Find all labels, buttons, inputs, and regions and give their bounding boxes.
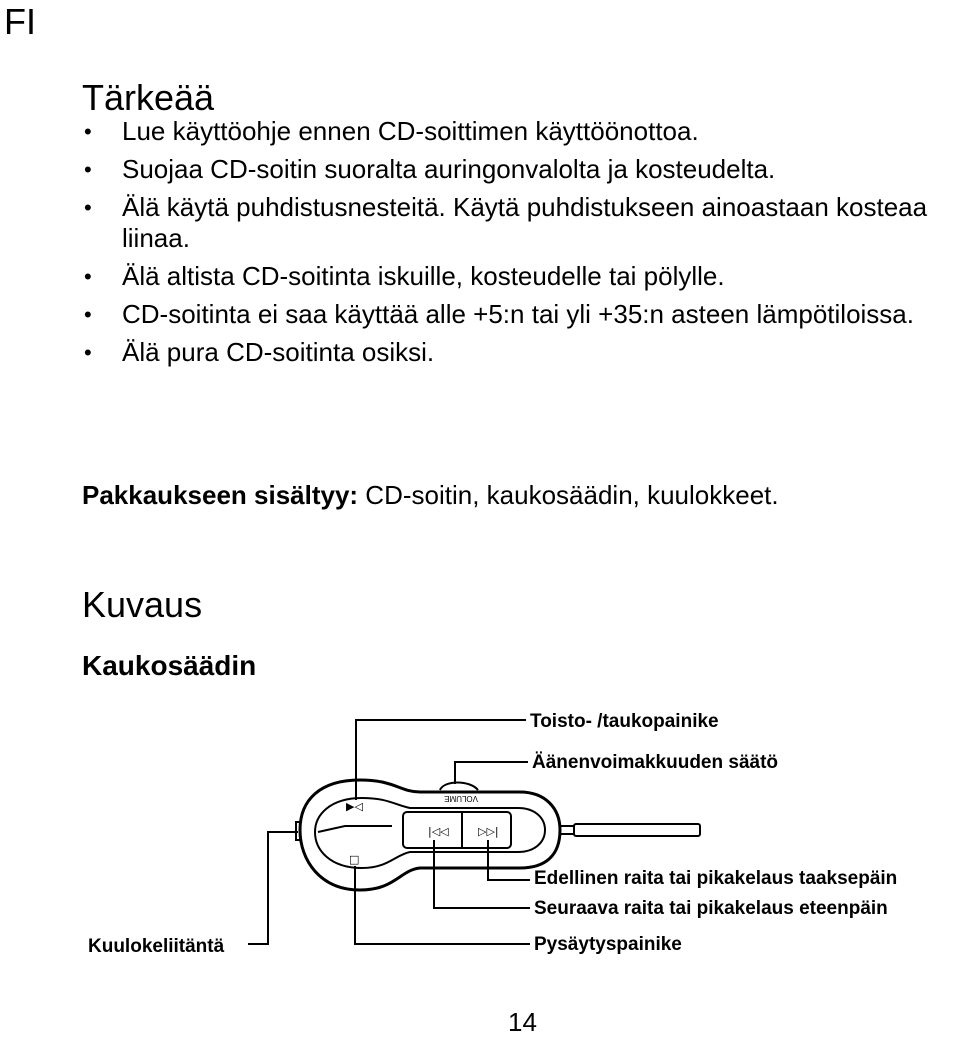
cable-strain (560, 826, 574, 834)
volume-wheel (440, 783, 478, 791)
volume-leader (455, 762, 528, 784)
list-item: • Suojaa CD-soitin suoralta auringonvalolta ja kosteudelta. (84, 154, 776, 184)
callout-volume: Äänenvoimakkuuden säätö (532, 752, 779, 773)
callout-next: Seuraava raita tai pikakelaus eteenpäin (534, 898, 888, 919)
list-item: • Älä käytä puhdistusnesteitä. Käytä puhdistukseen ainoastaan kosteaa liinaa. (84, 192, 928, 253)
page-number: 14 (508, 1007, 537, 1037)
package-label: Pakkaukseen sisältyy: (82, 480, 359, 510)
volume-label: VOLUME (444, 794, 478, 803)
cable (574, 824, 700, 836)
next-icon: ▷▷| (478, 825, 499, 838)
bullet-icon: • (84, 340, 92, 365)
stop-icon: □ (349, 853, 360, 866)
previous-icon: |◁◁ (428, 825, 449, 838)
bullet-icon: • (84, 157, 92, 182)
headphone-leader (248, 832, 298, 944)
callout-stop: Pysäytyspainike (534, 934, 682, 955)
next-leader (434, 840, 530, 908)
previous-leader (488, 840, 530, 880)
list-item: • Älä altista CD-soitinta iskuille, kosteudelle tai pölylle. (84, 261, 725, 291)
list-item: • CD-soitinta ei saa käyttää alle +5:n tai yli +35:n asteen lämpötiloissa. (84, 299, 914, 329)
description-heading: Kuvaus (82, 584, 203, 625)
list-item: • Älä pura CD-soitinta osiksi. (84, 337, 435, 367)
callout-play-pause: Toisto- /taukopainike (530, 711, 719, 732)
callout-previous: Edellinen raita tai pikakelaus taaksepäin (534, 868, 898, 889)
language-tag: FI (4, 1, 36, 42)
bullet-icon: • (84, 195, 92, 220)
remote-subheading: Kaukosäädin (82, 650, 257, 681)
bullet-icon: • (84, 119, 92, 144)
important-heading: Tärkeää (82, 77, 215, 118)
round-divider (318, 826, 392, 832)
stop-leader (355, 866, 530, 944)
callout-headphone: Kuulokeliitäntä (88, 936, 225, 957)
bullet-icon: • (84, 264, 92, 289)
play-pause-icon: ▶◁ (346, 800, 363, 813)
package-items: CD-soitin, kaukosäädin, kuulokkeet. (358, 480, 779, 510)
bullet-icon: • (84, 302, 92, 327)
list-item: • Lue käyttöohje ennen CD-soittimen käyttöönottoa. (84, 116, 699, 146)
